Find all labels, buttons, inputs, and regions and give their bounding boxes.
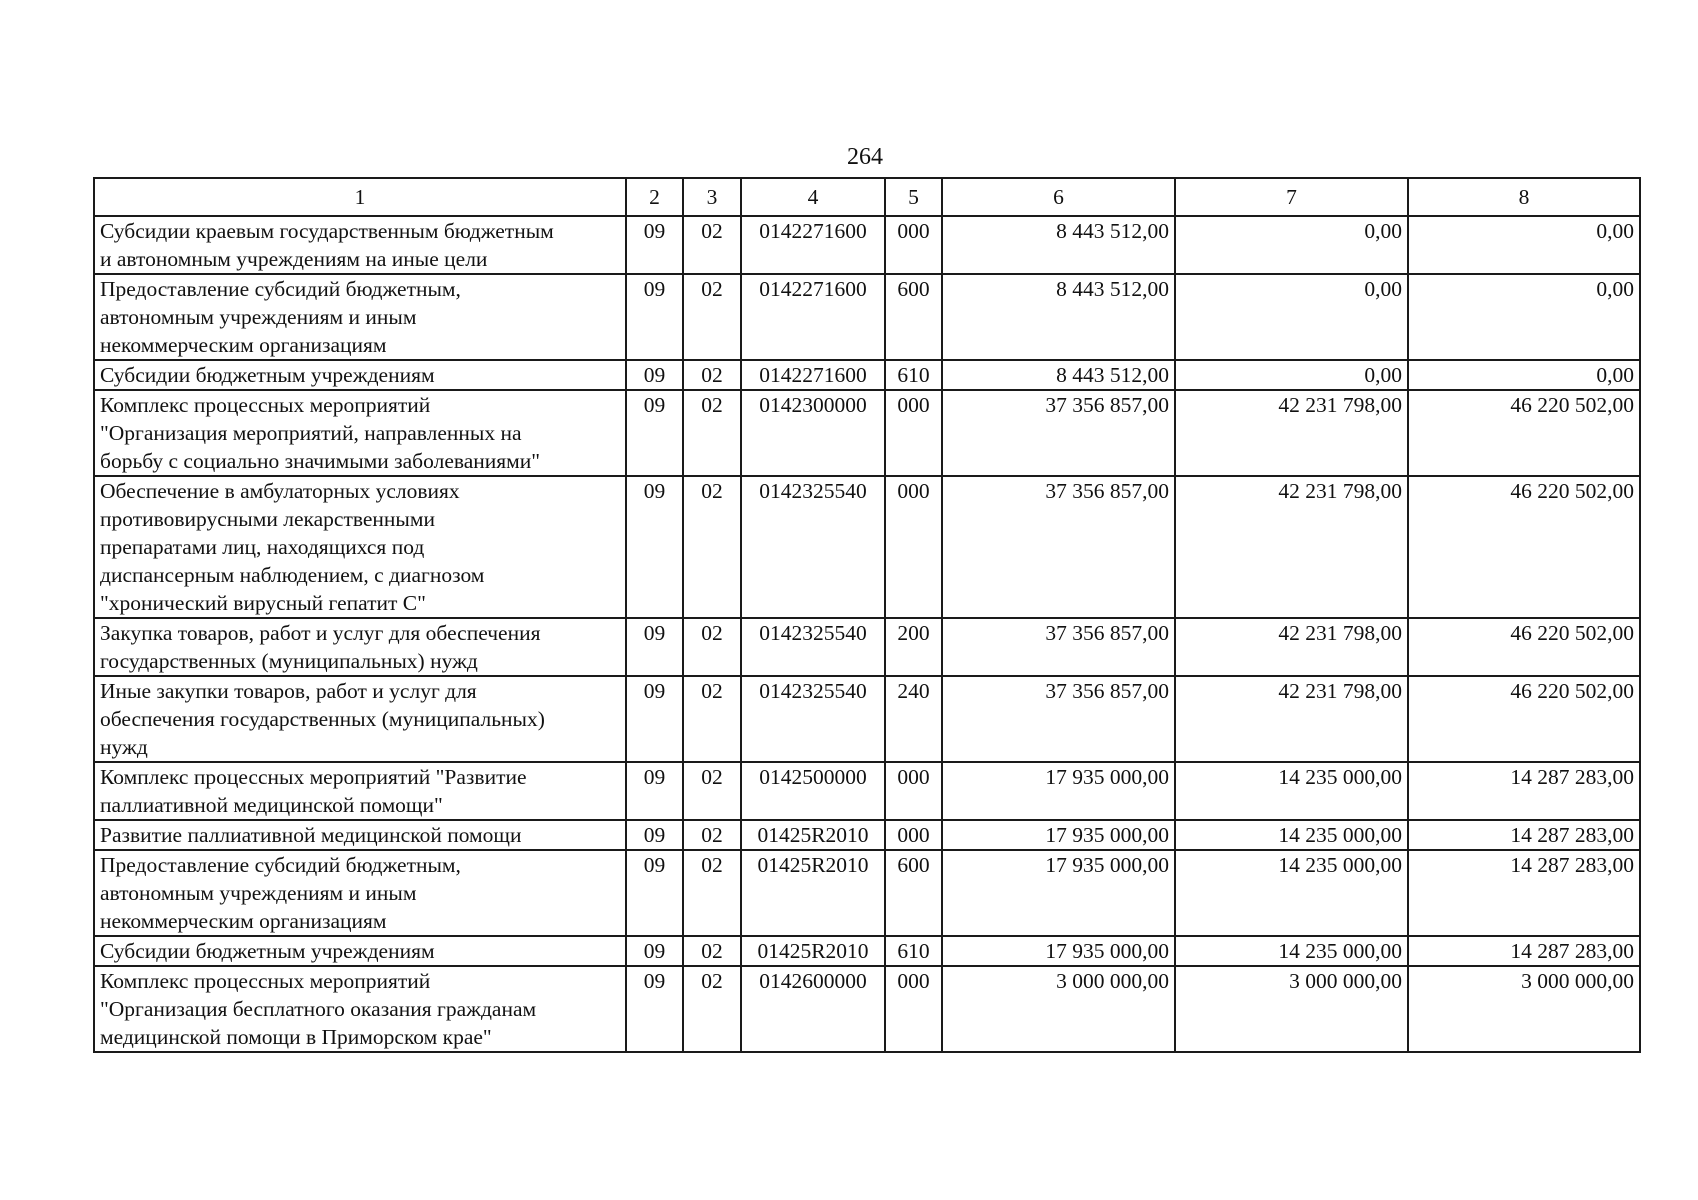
budget-table — [93, 177, 1641, 1053]
code-cell-c4: 0142325540 — [741, 676, 885, 762]
row-name-line: автономным учреждениям и иным — [100, 881, 417, 905]
table-row — [94, 274, 1640, 360]
amount-cell-c7: 3 000 000,00 — [1175, 966, 1408, 1052]
code-cell-c4: 0142271600 — [741, 360, 885, 390]
code-cell-c4: 0142600000 — [741, 966, 885, 1052]
table-row — [94, 360, 1640, 390]
amount-cell-c8: 14 287 283,00 — [1408, 936, 1640, 966]
code-cell-c5: 610 — [885, 936, 942, 966]
row-name-line: Обеспечение в амбулаторных условиях — [100, 479, 460, 503]
row-name-cell — [94, 762, 626, 820]
code-cell-c5: 200 — [885, 618, 942, 676]
amount-cell-c8: 3 000 000,00 — [1408, 966, 1640, 1052]
row-name-line: "Организация мероприятий, направленных на — [100, 421, 522, 445]
code-cell-c4: 01425R2010 — [741, 936, 885, 966]
code-cell-c3: 02 — [683, 618, 741, 676]
amount-cell-c7: 14 235 000,00 — [1175, 762, 1408, 820]
table-row — [94, 618, 1640, 676]
amount-cell-c6: 37 356 857,00 — [942, 476, 1175, 618]
row-name-line: Развитие паллиативной медицинской помощи — [100, 823, 522, 847]
amount-cell-c8: 46 220 502,00 — [1408, 476, 1640, 618]
amount-cell-c7: 0,00 — [1175, 216, 1408, 274]
row-name-line: диспансерным наблюдением, с диагнозом — [100, 563, 485, 587]
amount-cell-c8: 14 287 283,00 — [1408, 762, 1640, 820]
row-name-line: Комплекс процессных мероприятий — [100, 969, 431, 993]
code-cell-c2: 09 — [626, 476, 683, 618]
row-name-line: государственных (муниципальных) нужд — [100, 649, 478, 673]
amount-cell-c6: 17 935 000,00 — [942, 850, 1175, 936]
amount-cell-c7: 42 231 798,00 — [1175, 618, 1408, 676]
amount-cell-c6: 3 000 000,00 — [942, 966, 1175, 1052]
row-name-cell — [94, 966, 626, 1052]
code-cell-c3: 02 — [683, 936, 741, 966]
code-cell-c3: 02 — [683, 390, 741, 476]
row-name-line: некоммерческим организациям — [100, 333, 387, 357]
row-name-cell — [94, 476, 626, 618]
amount-cell-c7: 0,00 — [1175, 274, 1408, 360]
code-cell-c5: 000 — [885, 476, 942, 618]
amount-cell-c8: 0,00 — [1408, 216, 1640, 274]
row-name-line: Предоставление субсидий бюджетным, — [100, 277, 461, 301]
row-name-line: противовирусными лекарственными — [100, 507, 435, 531]
column-header: 4 — [741, 178, 885, 216]
row-name-line: "хронический вирусный гепатит С" — [100, 591, 426, 615]
code-cell-c2: 09 — [626, 850, 683, 936]
amount-cell-c6: 8 443 512,00 — [942, 360, 1175, 390]
amount-cell-c6: 8 443 512,00 — [942, 216, 1175, 274]
code-cell-c4: 0142271600 — [741, 274, 885, 360]
column-header: 5 — [885, 178, 942, 216]
amount-cell-c7: 42 231 798,00 — [1175, 676, 1408, 762]
table-row — [94, 850, 1640, 936]
amount-cell-c7: 14 235 000,00 — [1175, 936, 1408, 966]
table-header-row — [94, 178, 1640, 216]
amount-cell-c8: 14 287 283,00 — [1408, 820, 1640, 850]
code-cell-c2: 09 — [626, 966, 683, 1052]
amount-cell-c6: 37 356 857,00 — [942, 390, 1175, 476]
code-cell-c5: 600 — [885, 274, 942, 360]
code-cell-c3: 02 — [683, 216, 741, 274]
amount-cell-c7: 14 235 000,00 — [1175, 820, 1408, 850]
row-name-cell — [94, 936, 626, 966]
row-name-line: Субсидии бюджетным учреждениям — [100, 363, 435, 387]
code-cell-c5: 000 — [885, 820, 942, 850]
code-cell-c3: 02 — [683, 360, 741, 390]
table-row — [94, 676, 1640, 762]
row-name-cell — [94, 618, 626, 676]
code-cell-c2: 09 — [626, 216, 683, 274]
column-header: 7 — [1175, 178, 1408, 216]
amount-cell-c6: 37 356 857,00 — [942, 618, 1175, 676]
column-header: 3 — [683, 178, 741, 216]
code-cell-c2: 09 — [626, 676, 683, 762]
row-name-cell — [94, 360, 626, 390]
code-cell-c4: 01425R2010 — [741, 820, 885, 850]
amount-cell-c8: 46 220 502,00 — [1408, 618, 1640, 676]
row-name-line: обеспечения государственных (муниципальных) — [100, 707, 545, 731]
amount-cell-c7: 42 231 798,00 — [1175, 390, 1408, 476]
code-cell-c4: 0142300000 — [741, 390, 885, 476]
row-name-line: Комплекс процессных мероприятий — [100, 393, 431, 417]
code-cell-c4: 0142271600 — [741, 216, 885, 274]
table-row — [94, 966, 1640, 1052]
row-name-line: паллиативной медицинской помощи" — [100, 793, 443, 817]
code-cell-c2: 09 — [626, 360, 683, 390]
row-name-line: Комплекс процессных мероприятий "Развитие — [100, 765, 527, 789]
row-name-line: автономным учреждениям и иным — [100, 305, 417, 329]
row-name-line: Субсидии бюджетным учреждениям — [100, 939, 435, 963]
code-cell-c5: 610 — [885, 360, 942, 390]
amount-cell-c8: 14 287 283,00 — [1408, 850, 1640, 936]
amount-cell-c8: 0,00 — [1408, 360, 1640, 390]
amount-cell-c8: 46 220 502,00 — [1408, 390, 1640, 476]
code-cell-c5: 000 — [885, 762, 942, 820]
code-cell-c2: 09 — [626, 820, 683, 850]
code-cell-c3: 02 — [683, 676, 741, 762]
code-cell-c4: 0142325540 — [741, 618, 885, 676]
column-header: 2 — [626, 178, 683, 216]
table-row — [94, 476, 1640, 618]
code-cell-c2: 09 — [626, 762, 683, 820]
code-cell-c5: 000 — [885, 216, 942, 274]
table-body — [94, 216, 1640, 1052]
row-name-line: и автономным учреждениям на иные цели — [100, 247, 488, 271]
table-row — [94, 820, 1640, 850]
row-name-line: борьбу с социально значимыми заболеваниями" — [100, 449, 541, 473]
row-name-cell — [94, 216, 626, 274]
row-name-line: нужд — [100, 735, 148, 759]
amount-cell-c6: 17 935 000,00 — [942, 762, 1175, 820]
row-name-line: Субсидии краевым государственным бюджетным — [100, 219, 554, 243]
code-cell-c4: 0142500000 — [741, 762, 885, 820]
code-cell-c2: 09 — [626, 936, 683, 966]
row-name-line: препаратами лиц, находящихся под — [100, 535, 425, 559]
table-row — [94, 216, 1640, 274]
amount-cell-c6: 17 935 000,00 — [942, 820, 1175, 850]
amount-cell-c6: 37 356 857,00 — [942, 676, 1175, 762]
row-name-line: "Организация бесплатного оказания гражданам — [100, 997, 537, 1021]
row-name-cell — [94, 676, 626, 762]
row-name-cell — [94, 274, 626, 360]
code-cell-c4: 01425R2010 — [741, 850, 885, 936]
row-name-line: Предоставление субсидий бюджетным, — [100, 853, 461, 877]
amount-cell-c8: 46 220 502,00 — [1408, 676, 1640, 762]
code-cell-c2: 09 — [626, 274, 683, 360]
column-header: 8 — [1408, 178, 1640, 216]
page-number: 264 — [847, 144, 883, 170]
code-cell-c5: 000 — [885, 390, 942, 476]
row-name-line: медицинской помощи в Приморском крае" — [100, 1025, 492, 1049]
code-cell-c3: 02 — [683, 850, 741, 936]
code-cell-c4: 0142325540 — [741, 476, 885, 618]
code-cell-c3: 02 — [683, 274, 741, 360]
code-cell-c3: 02 — [683, 476, 741, 618]
code-cell-c3: 02 — [683, 762, 741, 820]
column-header: 6 — [942, 178, 1175, 216]
table-row — [94, 762, 1640, 820]
code-cell-c3: 02 — [683, 966, 741, 1052]
row-name-line: Закупка товаров, работ и услуг для обеспечения — [100, 621, 541, 645]
code-cell-c2: 09 — [626, 618, 683, 676]
amount-cell-c6: 17 935 000,00 — [942, 936, 1175, 966]
row-name-cell — [94, 820, 626, 850]
row-name-line: некоммерческим организациям — [100, 909, 387, 933]
code-cell-c3: 02 — [683, 820, 741, 850]
amount-cell-c7: 0,00 — [1175, 360, 1408, 390]
row-name-cell — [94, 390, 626, 476]
amount-cell-c7: 14 235 000,00 — [1175, 850, 1408, 936]
amount-cell-c6: 8 443 512,00 — [942, 274, 1175, 360]
row-name-line: Иные закупки товаров, работ и услуг для — [100, 679, 477, 703]
table-row — [94, 936, 1640, 966]
column-header: 1 — [94, 178, 626, 216]
table-row — [94, 390, 1640, 476]
code-cell-c2: 09 — [626, 390, 683, 476]
code-cell-c5: 000 — [885, 966, 942, 1052]
code-cell-c5: 240 — [885, 676, 942, 762]
amount-cell-c7: 42 231 798,00 — [1175, 476, 1408, 618]
row-name-cell — [94, 850, 626, 936]
amount-cell-c8: 0,00 — [1408, 274, 1640, 360]
code-cell-c5: 600 — [885, 850, 942, 936]
